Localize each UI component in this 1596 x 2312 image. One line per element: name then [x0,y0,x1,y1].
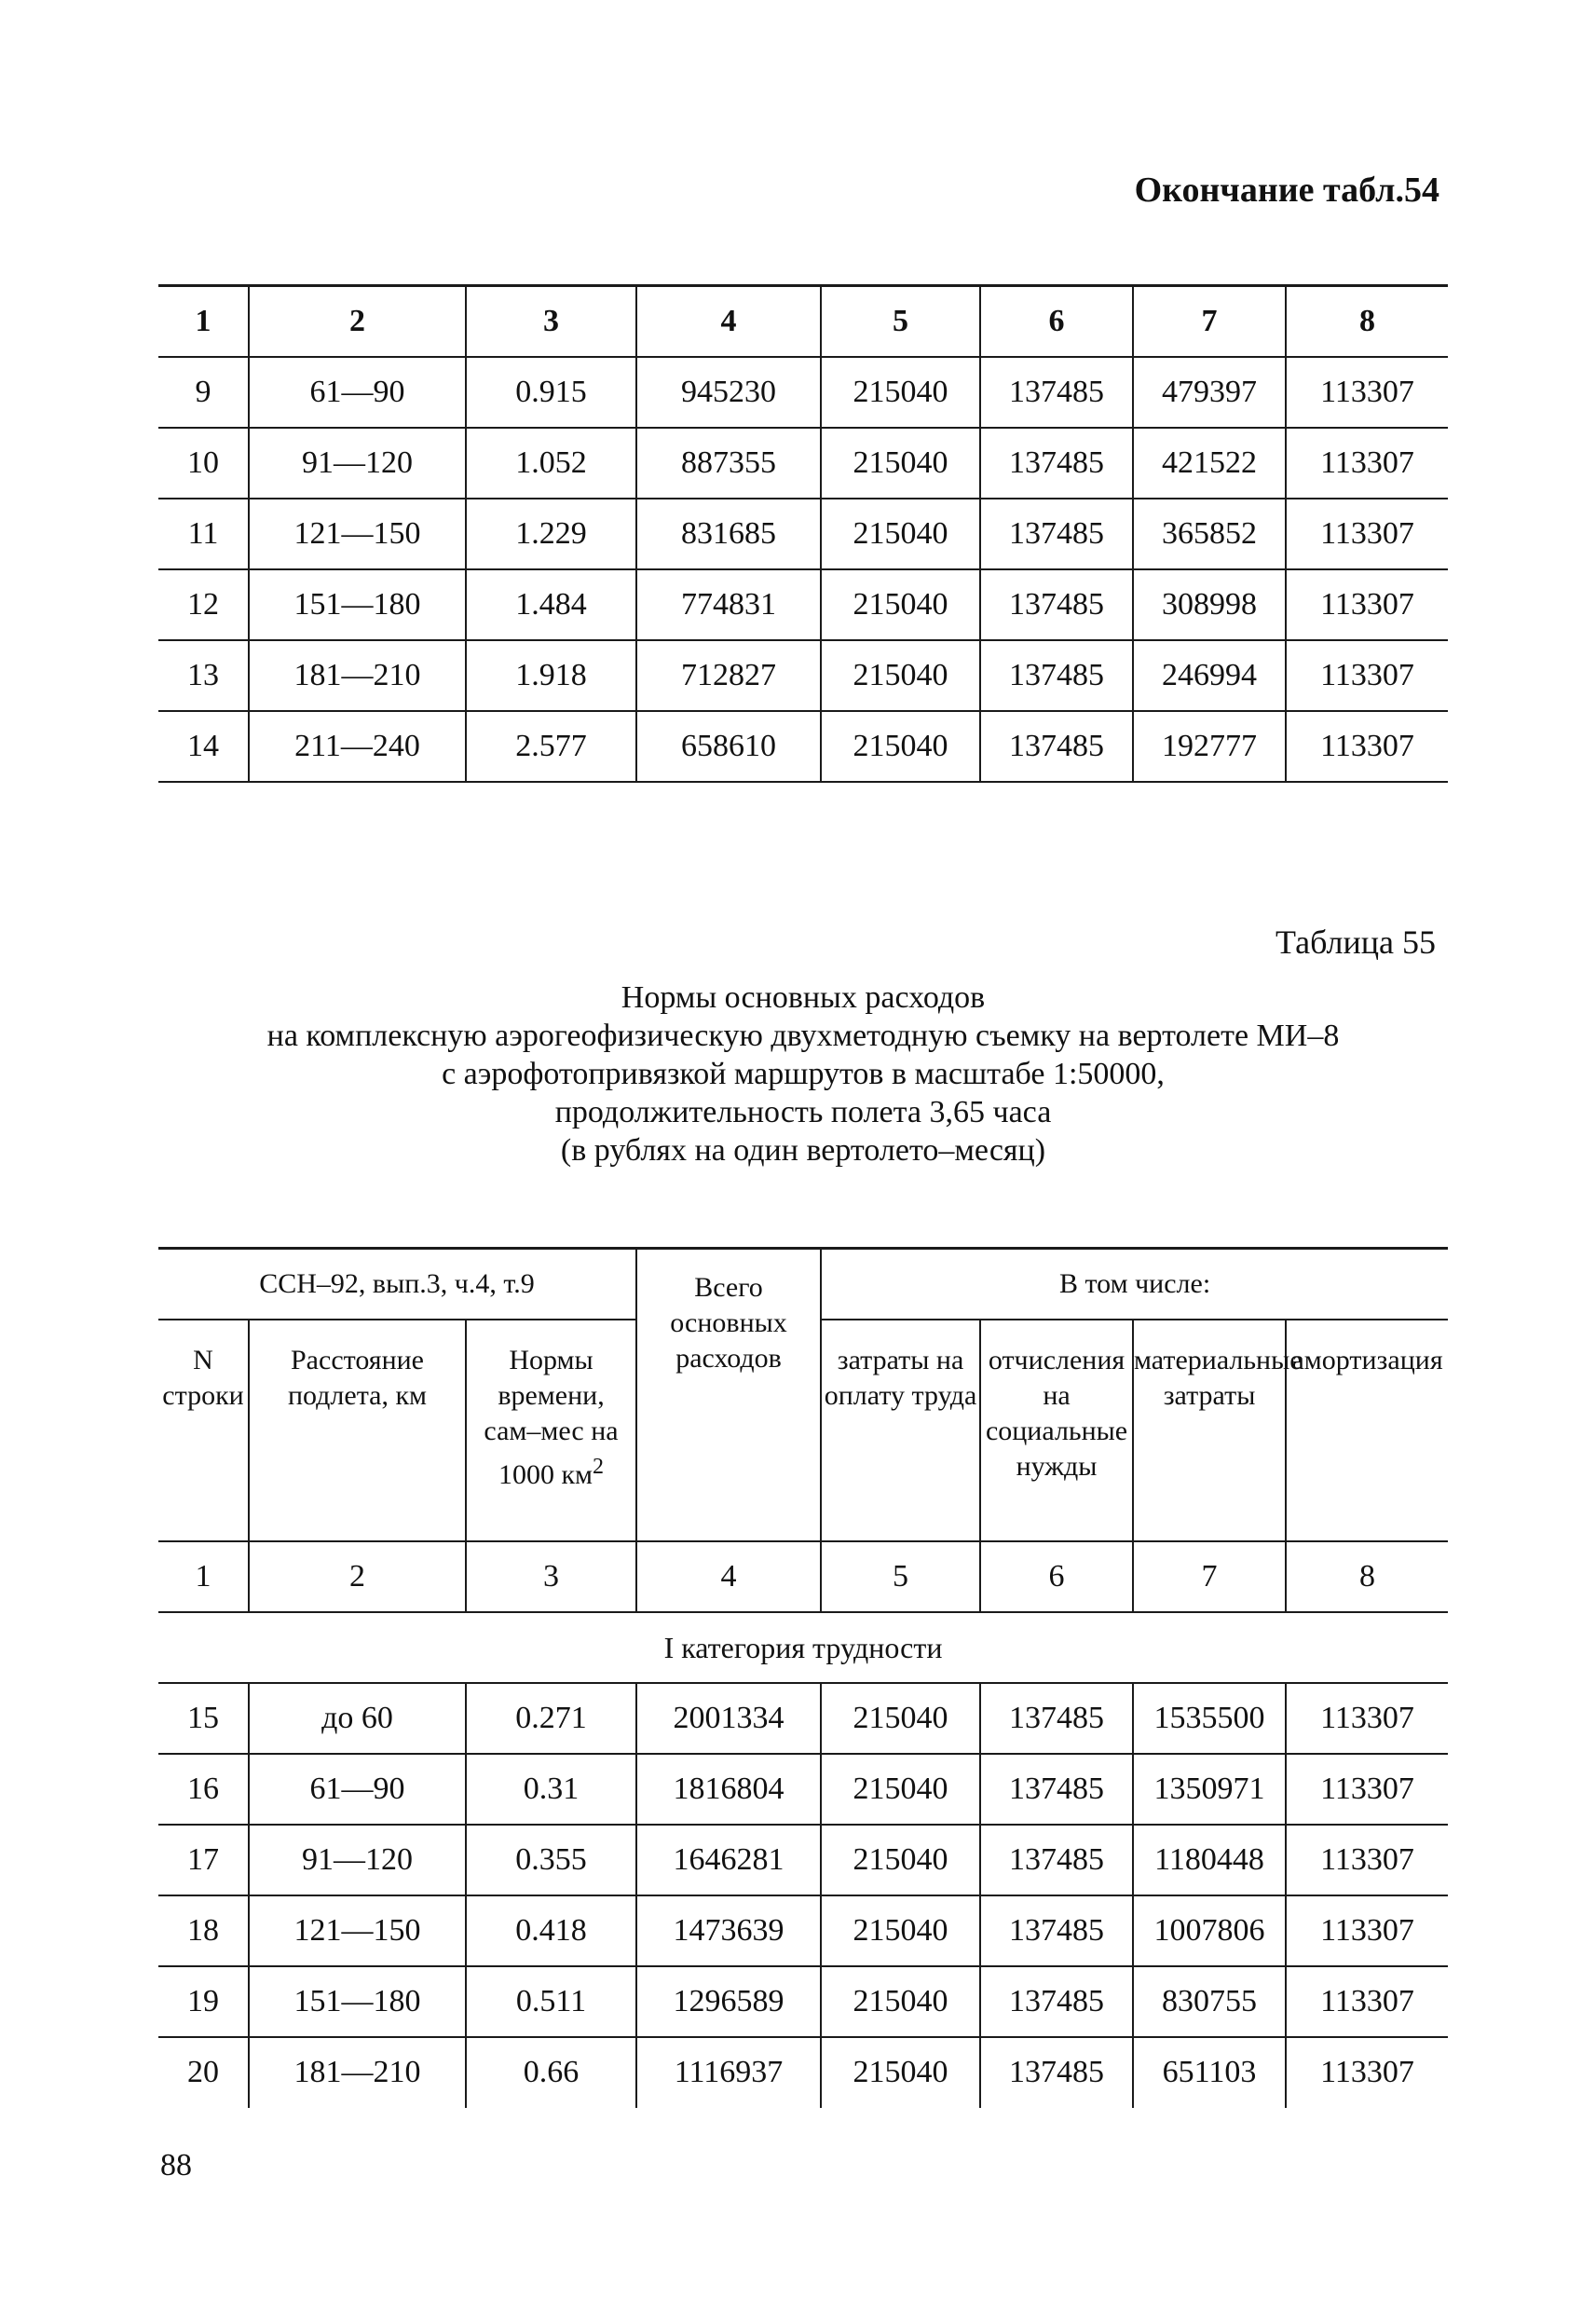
table-cell: 113307 [1286,711,1448,782]
table-cell: 61—90 [249,357,466,428]
table-cell: 1.484 [466,569,636,640]
table-cell: 831685 [636,499,821,569]
table-cell: 137485 [980,499,1133,569]
table-cell: 16 [158,1754,249,1825]
title-line: с аэрофотопривязкой маршрутов в масштабе 1:50000, [442,1057,1165,1091]
table-cell: 215040 [821,1825,980,1895]
column-number-3: 3 [466,286,636,357]
column-number-1: 1 [158,1541,249,1612]
table-cell: 113307 [1286,499,1448,569]
header-labor-costs: затраты на оплату труда [821,1320,980,1541]
table-cell: 121—150 [249,1895,466,1966]
table-cell: 479397 [1133,357,1286,428]
table-cell: 1.918 [466,640,636,711]
column-number-2: 2 [249,1541,466,1612]
table-cell: 137485 [980,569,1133,640]
table-cell: 365852 [1133,499,1286,569]
table-cell: 0.271 [466,1683,636,1754]
table-cell: 113307 [1286,1825,1448,1895]
column-number-4: 4 [636,286,821,357]
table-cell: 17 [158,1825,249,1895]
table-cell: 1816804 [636,1754,821,1825]
table-cell: 211—240 [249,711,466,782]
table-cell: 14 [158,711,249,782]
title-line: на комплексную аэрогеофизическую двухметодную съемку на вертолете МИ–8 [266,1019,1340,1053]
table-cell: 137485 [980,1966,1133,2037]
table-cell: 113307 [1286,1966,1448,2037]
table-cell: 0.511 [466,1966,636,2037]
column-number-6: 6 [980,286,1133,357]
table-cell: 215040 [821,428,980,499]
table-row [158,569,1448,640]
table-55-header-row-1 [158,1249,1448,1320]
column-number-1: 1 [158,286,249,357]
table-cell: 137485 [980,640,1133,711]
table-row [158,499,1448,569]
table-55-column-numbers [158,1541,1448,1612]
header-social-contributions: отчисления на социальные нужды [980,1320,1133,1541]
table-cell: 137485 [980,711,1133,782]
table-cell: 137485 [980,428,1133,499]
table-cell: 1646281 [636,1825,821,1895]
table-row [158,1966,1448,2037]
table-cell: 215040 [821,569,980,640]
table-cell: 658610 [636,711,821,782]
table-cell: 215040 [821,640,980,711]
table-cell: 712827 [636,640,821,711]
table-cell: 215040 [821,1754,980,1825]
table-cell: 137485 [980,1683,1133,1754]
table-cell: 113307 [1286,2037,1448,2108]
table-cell: 113307 [1286,1754,1448,1825]
header-depreciation: амортизация [1286,1320,1448,1541]
table-cell: 215040 [821,1683,980,1754]
table-cell: 2001334 [636,1683,821,1754]
category-label: I категория трудности [158,1612,1448,1683]
title-line: Нормы основных расходов [621,980,986,1015]
table-row [158,1683,1448,1754]
table-cell: 1116937 [636,2037,821,2108]
table-cell: 61—90 [249,1754,466,1825]
table-cell: 181—210 [249,640,466,711]
table-55-title [158,978,1448,1170]
continuation-label: Окончание табл.54 [1134,171,1439,210]
table-cell: 0.355 [466,1825,636,1895]
group-header-ssn: ССН–92, вып.3, ч.4, т.9 [158,1249,636,1320]
table-cell: 0.418 [466,1895,636,1966]
table-cell: 1007806 [1133,1895,1286,1966]
table-cell: 0.31 [466,1754,636,1825]
table-cell: 113307 [1286,640,1448,711]
table-cell: 137485 [980,1895,1133,1966]
table-cell: 215040 [821,357,980,428]
table-cell: 1535500 [1133,1683,1286,1754]
table-cell: 215040 [821,499,980,569]
table-cell: 1296589 [636,1966,821,2037]
table-cell: 1.052 [466,428,636,499]
table-cell: 113307 [1286,428,1448,499]
table-cell: 1.229 [466,499,636,569]
table-cell: 215040 [821,2037,980,2108]
table-cell: 2.577 [466,711,636,782]
table-cell: 0.66 [466,2037,636,2108]
table-cell: 151—180 [249,1966,466,2037]
table-cell: 1350971 [1133,1754,1286,1825]
category-row [158,1612,1448,1683]
column-number-2: 2 [249,286,466,357]
header-time-norms-text: Нормы времени, сам–мес на 1000 км [484,1344,619,1490]
table-row [158,1754,1448,1825]
table-row [158,640,1448,711]
table-cell: 10 [158,428,249,499]
header-total-expenses: Всего основных расходов [636,1249,821,1541]
table-cell: 1180448 [1133,1825,1286,1895]
table-cell: 774831 [636,569,821,640]
table-cell: 137485 [980,1754,1133,1825]
table-row [158,1895,1448,1966]
table-cell: 887355 [636,428,821,499]
column-number-4: 4 [636,1541,821,1612]
table-cell: 308998 [1133,569,1286,640]
table-cell: 19 [158,1966,249,2037]
table-cell: 137485 [980,1825,1133,1895]
column-number-5: 5 [821,286,980,357]
table-54-continuation [158,284,1448,783]
table-cell: 246994 [1133,640,1286,711]
table-cell: 215040 [821,1966,980,2037]
header-distance: Расстояние подлета, км [249,1320,466,1541]
table-cell: 11 [158,499,249,569]
table-row [158,357,1448,428]
table-cell: 945230 [636,357,821,428]
header-time-norms [466,1320,636,1541]
table-row [158,428,1448,499]
page-number: 88 [160,2148,192,2182]
header-material-costs: материальные затраты [1133,1320,1286,1541]
table-cell: 651103 [1133,2037,1286,2108]
column-number-7: 7 [1133,1541,1286,1612]
table-cell: 15 [158,1683,249,1754]
header-row-number: N строки [158,1320,249,1541]
table-cell: 9 [158,357,249,428]
table-row [158,711,1448,782]
table-cell: 12 [158,569,249,640]
table-row [158,2037,1448,2108]
table-cell: 113307 [1286,569,1448,640]
column-number-3: 3 [466,1541,636,1612]
group-header-including: В том числе: [821,1249,1448,1320]
table-cell: до 60 [249,1683,466,1754]
column-number-6: 6 [980,1541,1133,1612]
table-cell: 91—120 [249,428,466,499]
table-cell: 215040 [821,1895,980,1966]
table-cell: 137485 [980,2037,1133,2108]
table-cell: 151—180 [249,569,466,640]
table-54-header-row [158,286,1448,357]
table-cell: 192777 [1133,711,1286,782]
table-cell: 18 [158,1895,249,1966]
table-cell: 137485 [980,357,1133,428]
table-cell: 181—210 [249,2037,466,2108]
title-line: (в рублях на один вертолето–месяц) [560,1133,1046,1168]
table-cell: 113307 [1286,357,1448,428]
table-cell: 20 [187,2055,219,2089]
table-cell: 421522 [1133,428,1286,499]
table-cell: 121—150 [249,499,466,569]
table-cell: 113307 [1286,1683,1448,1754]
column-number-8: 8 [1286,286,1448,357]
table-cell: 113307 [1286,1895,1448,1966]
table-row [158,1825,1448,1895]
table-55 [158,1247,1448,2108]
table-55-label: Таблица 55 [1275,923,1436,961]
table-cell: 830755 [1133,1966,1286,2037]
table-cell: 13 [158,640,249,711]
title-line: продолжительность полета 3,65 часа [554,1095,1052,1129]
superscript: 2 [593,1454,605,1479]
table-cell: 0.915 [466,357,636,428]
table-cell: 215040 [821,711,980,782]
column-number-7: 7 [1133,286,1286,357]
column-number-5: 5 [821,1541,980,1612]
table-cell: 91—120 [249,1825,466,1895]
table-cell: 1473639 [636,1895,821,1966]
column-number-8: 8 [1286,1541,1448,1612]
